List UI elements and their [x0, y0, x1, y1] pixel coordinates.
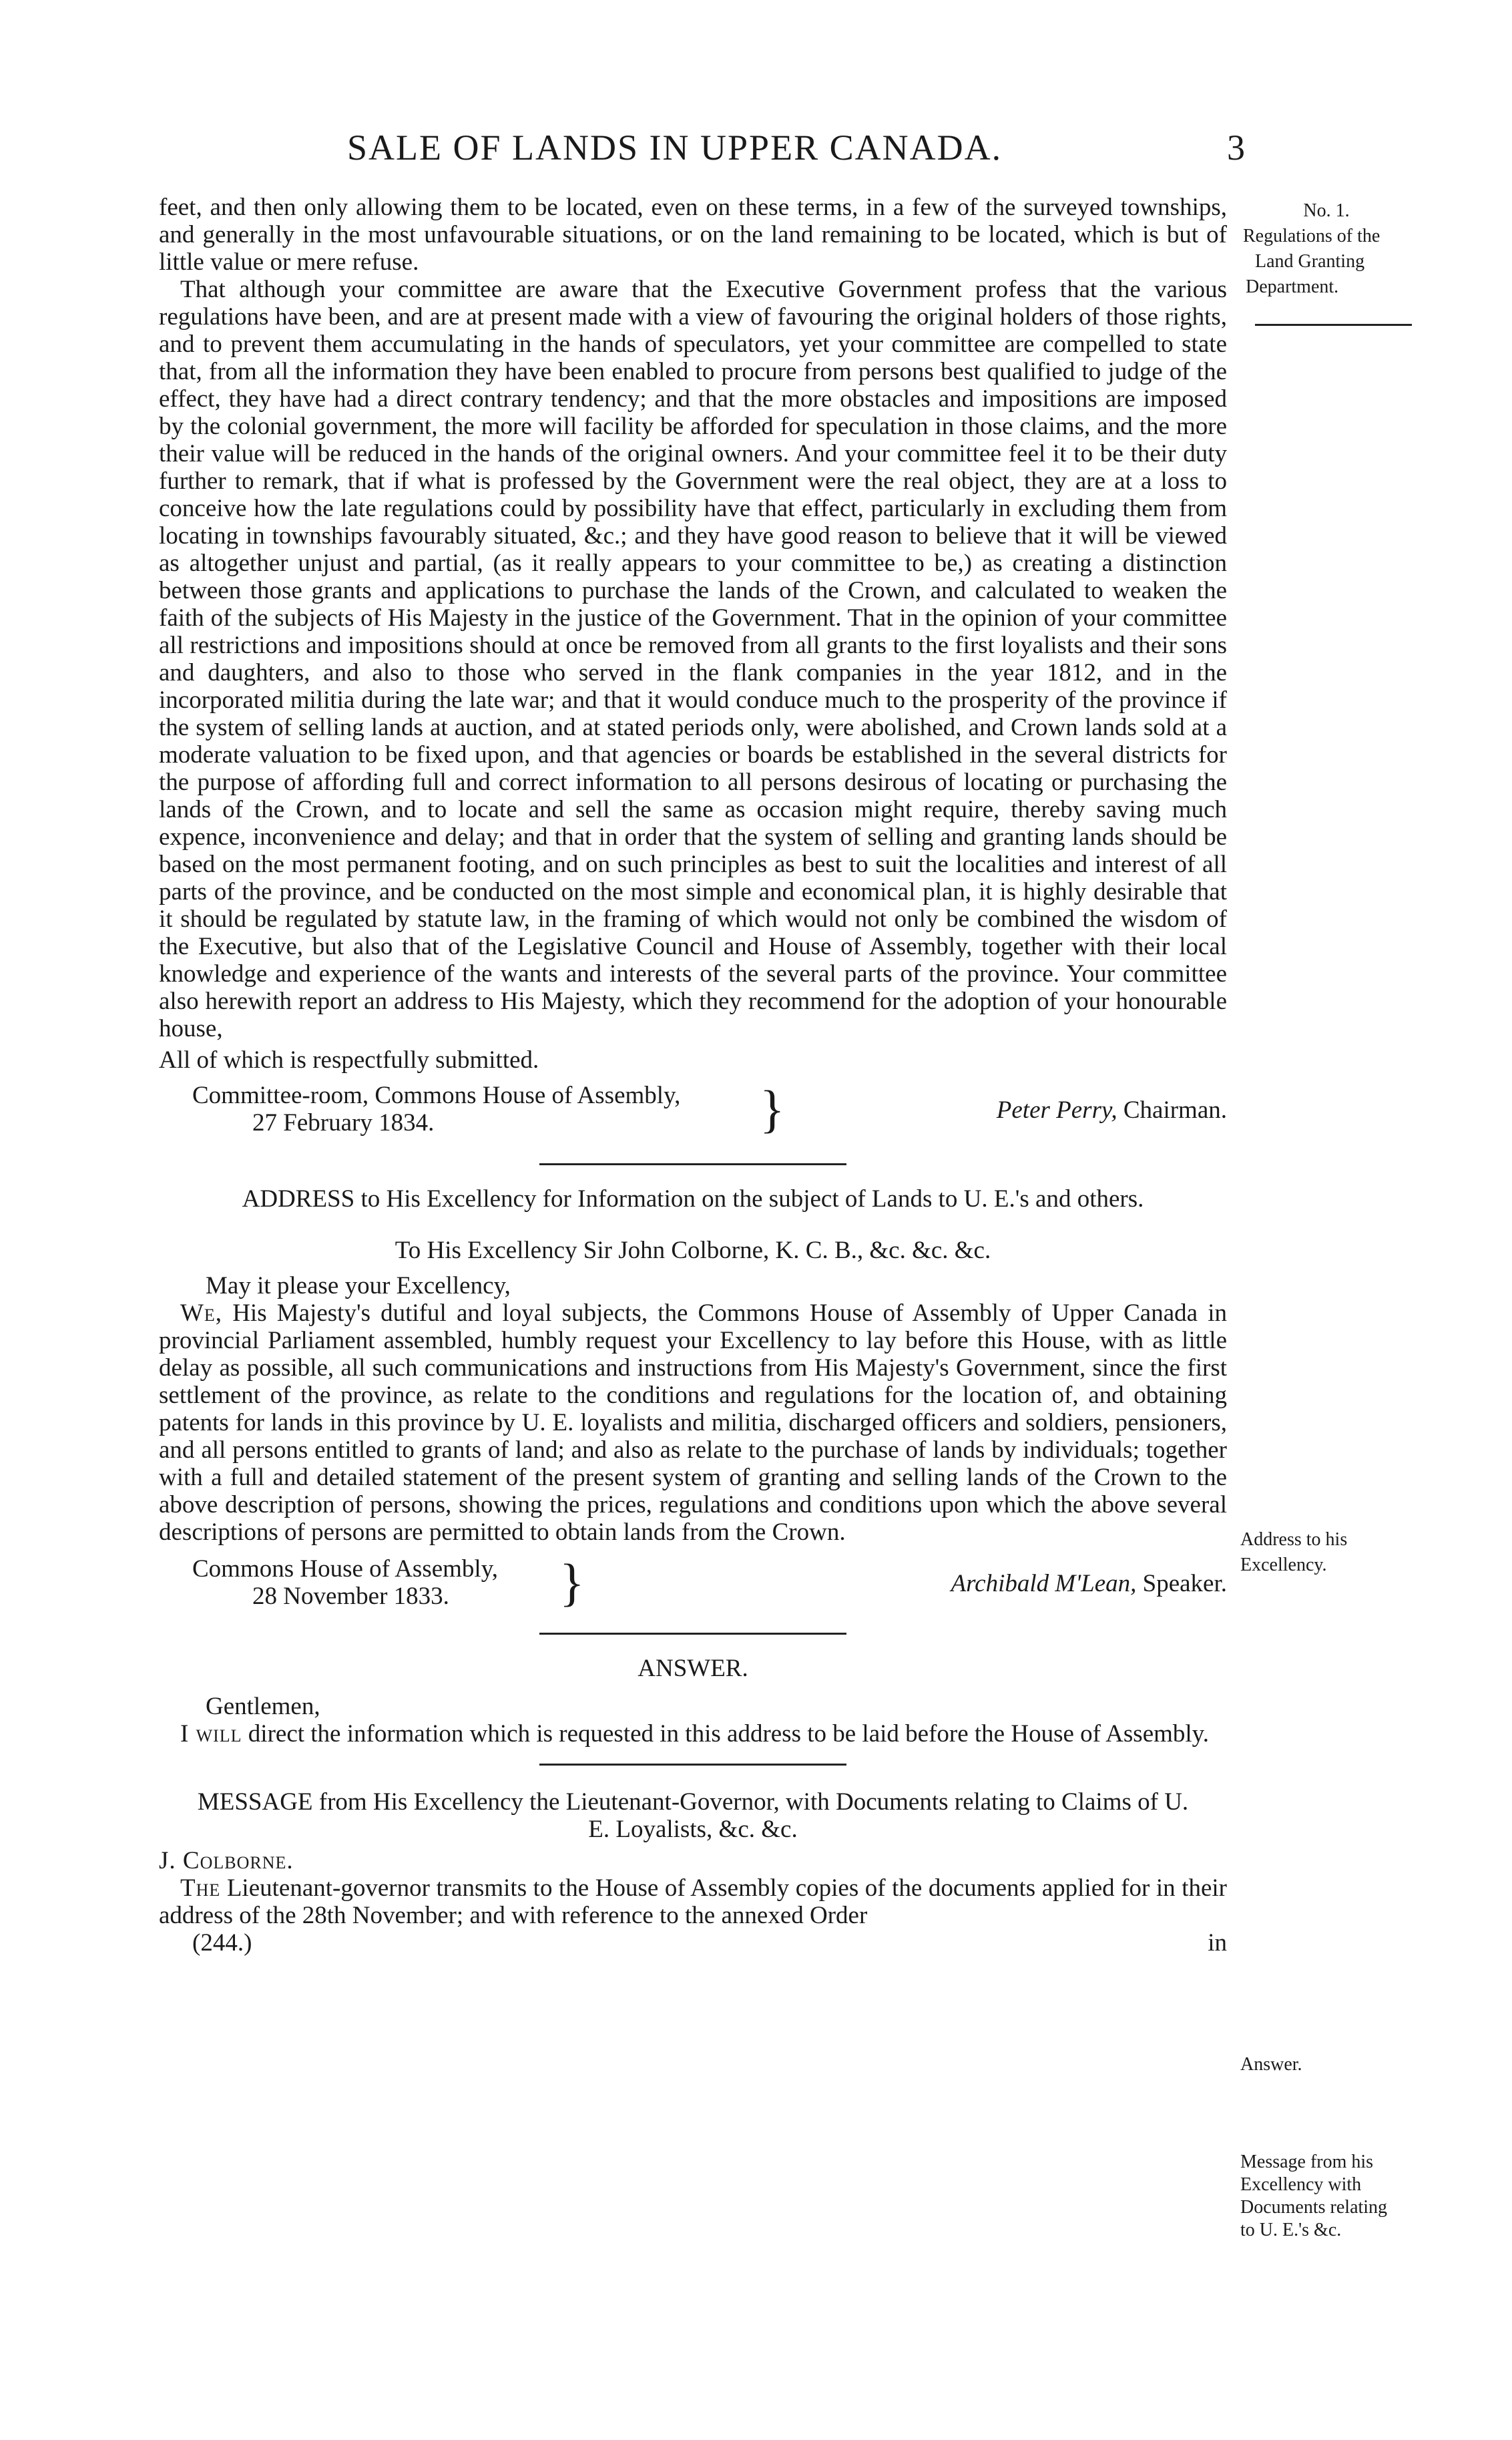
page-header	[160, 127, 1245, 174]
margin-note-regulations: Regulations of the	[1243, 226, 1380, 246]
margin-note-address-2: Excellency.	[1240, 1555, 1327, 1575]
running-title: SALE OF LANDS IN UPPER CANADA.	[347, 128, 1003, 168]
section-rule-1	[539, 1163, 846, 1165]
answer-body	[159, 1720, 1227, 1748]
committee-place: Committee-room, Commons House of Assembly,	[192, 1082, 681, 1109]
margin-note-message-1: Message from his	[1240, 2152, 1374, 2172]
report-paragraph-1: feet, and then only allowing them to be located, even on these terms, in a few of the surveyed townships, and generally in the most unfavourable situations, or on the land remaining to be located, which is but of little value or mere refuse.	[159, 194, 1227, 276]
chairman-title: Chairman.	[1123, 1096, 1227, 1124]
page-number: 3	[1227, 128, 1245, 168]
margin-note-message-3: Documents relating	[1240, 2197, 1388, 2218]
committee-place-date	[192, 1082, 766, 1137]
section-rule-3	[539, 1764, 846, 1766]
assembly-place-date	[192, 1555, 766, 1610]
margin-note-number: No. 1.	[1303, 200, 1350, 221]
speaker-title: Speaker.	[1142, 1570, 1227, 1597]
brace-glyph-2: }	[559, 1553, 585, 1611]
committee-date: 27 February 1834.	[252, 1109, 435, 1137]
report-paragraph-2: That although your committee are aware that the Executive Government profess that the various regulations have been, and are at present made with a view of favouring the original holders of those rights, and to prevent them accumulating in the hands of speculators, yet your committee are compelled to state that, from all the information they have been enabled to procure from persons best qualified to judge of the effect, they have had a direct contrary tendency; and that the more obstacles and impositions are imposed by the colonial government, the more will facility be afforded for speculation in those claims, and the more their value will be reduced in the hands of the original owners. And your committee feel it to be their duty further to remark, that if what is professed by the Government were the real object, they are at a loss to conceive how the late regulations could by possibility have that effect, particularly in excluding them from locating in townships favourably situated, &c.; and they have good reason to believe that it will be viewed as altogether unjust and partial, (as it really appears to your committee to be,) as creating a distinction between those grants and applications to purchase the lands of the Crown, and calculated to weaken the faith of the subjects of His Majesty in the justice of the Government. That in the opinion of your committee all restrictions and impositions should at once be removed from all grants to the first loyalists and their sons and daughters, and also to those who served in the flank companies in the year 1812, and in the incorporated militia during the late war; and that it would conduce much to the prosperity of the province if the system of selling lands at auction, and at stated periods only, were abolished, and Crown lands sold at a moderate valuation to be fixed upon, and that agencies or boards be established in the several districts for the purpose of affording full and correct information to all persons desirous of locating or purchasing the lands of the Crown, and to locate and sell the same as occasion might require, thereby saving much expence, inconvenience and delay; and that in order that the system of selling and granting lands should be based on the most permanent footing, and on such principles as best to suit the localities and interest of all parts of the province, and be conducted on the most simple and economical plan, it is highly desirable that it should be regulated by statute law, in the framing of which would not only be combined the wisdom of the Executive, but also that of the Legislative Council and House of Assembly, together with their local knowledge and experience of the wants and interests of the several parts of the province. Your committee also herewith report an address to His Majesty, which they recommend for the adoption of your honourable house,	[159, 276, 1227, 1042]
brace-glyph: }	[760, 1080, 785, 1138]
main-text-column	[159, 194, 1227, 1957]
speaker-name: Archibald M'Lean,	[951, 1570, 1137, 1597]
answer-heading: ANSWER.	[638, 1655, 748, 1682]
chairman-name: Peter Perry,	[996, 1096, 1117, 1124]
section-rule-2	[539, 1633, 846, 1635]
message-body	[159, 1874, 1227, 1929]
address-body	[159, 1299, 1227, 1546]
message-signature: J. Colborne.	[159, 1847, 294, 1874]
address-body-text: His Majesty's dutiful and loyal subjects, the Commons House of Assembly of Upper Canada in provincial Parliament assembled, humbly request your Excellency to lay before this House, with as little delay as possible, all such communications and instructions from His Majesty's Government, since the first settlement of the province, as relate to the conditions and regulations for the location of, and obtaining patents for lands in this province by U. E. loyalists and militia, discharged officers and soldiers, pensioners, and all persons entitled to grants of land; and also as relate to the purchase of lands by individuals; together with a full and detailed statement of the present system of granting and selling lands of the Crown to the above description of persons, showing the prices, regulations and conditions upon which the above several descriptions of persons are permitted to obtain lands from the Crown.	[159, 1299, 1227, 1546]
message-heading: MESSAGE from His Excellency the Lieutenant-Governor, with Documents relating to Claims of U. E. Loyalists, &c. &c.	[197, 1788, 1189, 1843]
message-body-text: Lieutenant-governor transmits to the House of Assembly copies of the documents applied for in their address of the 28th November; and with reference to the annexed Order	[159, 1874, 1227, 1929]
chairman-signature	[997, 1096, 1227, 1124]
answer-i-will: I will	[180, 1720, 242, 1748]
margin-note-message-4: to U. E.'s &c.	[1240, 2220, 1342, 2240]
committee-signature-block	[159, 1082, 1227, 1139]
margin-note-message-2: Excellency with	[1240, 2174, 1362, 2195]
address-we: We,	[180, 1299, 223, 1327]
message-the: The	[180, 1874, 221, 1902]
margin-note-address-1: Address to his	[1240, 1529, 1348, 1550]
margin-note-answer: Answer.	[1240, 2054, 1302, 2075]
answer-body-text: direct the information which is requested in this address to be laid before the House of Assembly.	[248, 1720, 1210, 1748]
assembly-date: 28 November 1833.	[252, 1583, 449, 1610]
catchword: in	[1208, 1929, 1227, 1957]
margin-note-department: Department.	[1246, 276, 1339, 297]
answer-salutation: Gentlemen,	[206, 1693, 320, 1720]
address-recipient: To His Excellency Sir John Colborne, K. C. B., &c. &c. &c.	[395, 1237, 991, 1264]
speaker-signature	[951, 1570, 1227, 1597]
footer-number: (244.)	[192, 1929, 252, 1957]
page-footer	[159, 1929, 1227, 1957]
margin-note-land-granting: Land Granting	[1255, 251, 1365, 272]
margin-rule	[1255, 324, 1412, 326]
assembly-place: Commons House of Assembly,	[192, 1555, 499, 1583]
submitted-line: All of which is respectfully submitted.	[159, 1046, 539, 1074]
assembly-signature-block	[159, 1555, 1227, 1613]
may-it-please-line: May it please your Excellency,	[206, 1272, 511, 1299]
address-heading: ADDRESS to His Excellency for Information on the subject of Lands to U. E.'s and others.	[242, 1185, 1144, 1213]
